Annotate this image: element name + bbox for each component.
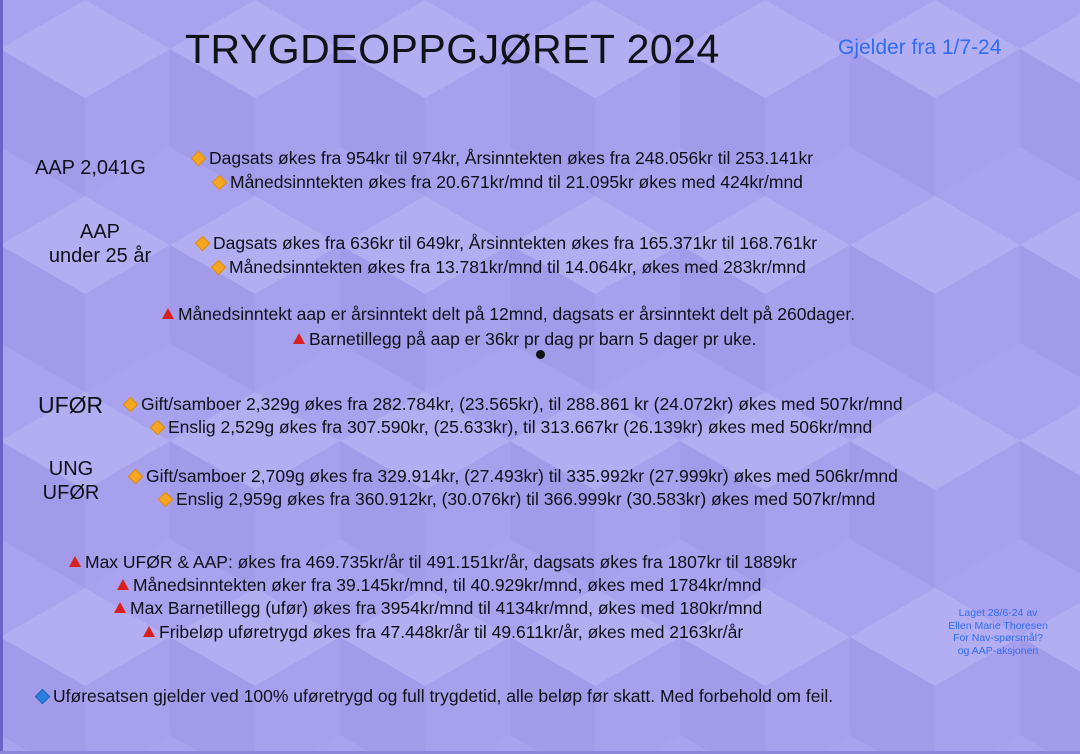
max-line-4: Fribeløp uføretrygd økes fra 47.448kr/år til 49.611kr/år, økes med 2163kr/år (141, 621, 743, 643)
ung-ufor-line-1: Gift/samboer 2,709g økes fra 329.914kr, (27.493kr) til 335.992kr (27.999kr) økes med 506kr/mnd (127, 465, 898, 487)
max-line-2: Månedsinntekten øker fra 39.145kr/mnd, til 40.929kr/mnd, økes med 1784kr/mnd (115, 574, 761, 596)
red-triangle-icon (143, 626, 155, 637)
ung-ufor-label-line-2: UFØR (42, 482, 100, 504)
valid-from-note: Gjelder fra 1/7-24 (838, 36, 1002, 59)
credit-line-4: og AAP-aksjonen (957, 644, 1039, 657)
aap-under-25-label-line-2: under 25 år (48, 245, 152, 267)
credit-line-1: Laget 28/6-24 av (958, 607, 1038, 619)
red-triangle-icon (114, 602, 126, 613)
aap-under-25-label-line-1: AAP (79, 221, 121, 243)
orange-diamond-icon (123, 397, 139, 413)
blue-diamond-icon (35, 689, 51, 705)
credit-line-3: For Nav-spørsmål? (953, 632, 1043, 644)
footer-note: Uføresatsen gjelder ved 100% uføretrygd og full trygdetid, alle beløp før skatt. Med forbehold om feil. (34, 685, 833, 707)
orange-diamond-icon (212, 175, 228, 191)
aap-note-1: Månedsinntekt aap er årsinntekt delt på 12mnd, dagsats er årsinntekt delt på 260dager. (160, 303, 855, 325)
aap-line-1: Dagsats økes fra 954kr til 974kr, Årsinntekten økes fra 248.056kr til 253.141kr (190, 147, 813, 169)
orange-diamond-icon (158, 492, 174, 508)
author-credit (918, 607, 1078, 657)
orange-diamond-icon (195, 236, 211, 252)
left-border (0, 0, 3, 754)
ufor-line-2: Enslig 2,529g økes fra 307.590kr, (25.633kr), til 313.667kr (26.139kr) økes med 506kr/mnd (149, 416, 872, 438)
ufor-label: UFØR (38, 392, 104, 418)
ufor-line-1: Gift/samboer 2,329g økes fra 282.784kr, (23.565kr), til 288.861 kr (24.072kr) økes med 507kr/mnd (122, 393, 903, 415)
aap-label: AAP 2,041G (35, 157, 146, 179)
aap-under-25-line-1: Dagsats økes fra 636kr til 649kr, Årsinntekten økes fra 165.371kr til 168.761kr (194, 232, 817, 254)
aap-note-2: Barnetillegg på aap er 36kr pr dag pr barn 5 dager pr uke. (291, 328, 757, 350)
black-dot-icon (536, 350, 545, 359)
aap-under-25-line-2: Månedsinntekten økes fra 13.781kr/mnd til 14.064kr, økes med 283kr/mnd (210, 256, 806, 278)
ung-ufor-line-2: Enslig 2,959g økes fra 360.912kr, (30.076kr) til 366.999kr (30.583kr) økes med 507kr/mnd (157, 488, 875, 510)
aap-line-2: Månedsinntekten økes fra 20.671kr/mnd til 21.095kr økes med 424kr/mnd (211, 171, 803, 193)
max-line-3: Max Barnetillegg (ufør) økes fra 3954kr/mnd til 4134kr/mnd, økes med 180kr/mnd (112, 597, 762, 619)
ung-ufor-label-line-1: UNG (48, 458, 94, 480)
red-triangle-icon (162, 308, 174, 319)
orange-diamond-icon (211, 260, 227, 276)
orange-diamond-icon (150, 420, 166, 436)
red-triangle-icon (117, 579, 129, 590)
page-title: TRYGDEOPPGJØRET 2024 (185, 26, 720, 72)
max-line-1: Max UFØR & AAP: økes fra 469.735kr/år til 491.151kr/år, dagsats økes fra 1807kr til 1889kr (67, 551, 797, 573)
ung-ufor-label (38, 457, 104, 505)
orange-diamond-icon (128, 469, 144, 485)
credit-line-2: Ellen Marie Thoresen (948, 619, 1048, 632)
red-triangle-icon (293, 333, 305, 344)
aap-under-25-label (42, 220, 158, 268)
orange-diamond-icon (191, 151, 207, 167)
red-triangle-icon (69, 556, 81, 567)
